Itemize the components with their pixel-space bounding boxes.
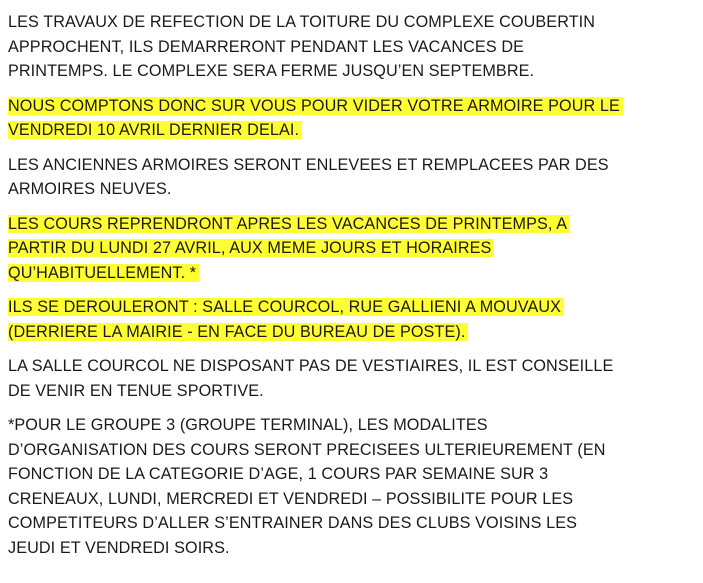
text-line: FONCTION DE LA CATEGORIE D’AGE, 1 COURS PAR SEMAINE SUR 3: [8, 465, 549, 483]
paragraph-venue-location: [8, 295, 698, 344]
text-line: APPROCHENT, ILS DEMARRERONT PENDANT LES VACANCES DE: [8, 37, 525, 56]
paragraph-empty-locker-deadline: [8, 94, 698, 143]
highlighted-text-line: NOUS COMPTONS DONC SUR VOUS POUR VIDER VOTRE ARMOIRE POUR LE: [8, 97, 623, 115]
text-line: CRENEAUX, LUNDI, MERCREDI ET VENDREDI – POSSIBILITE POUR LES: [8, 489, 574, 508]
text-line: LES TRAVAUX DE REFECTION DE LA TOITURE DU COMPLEXE COUBERTIN: [8, 13, 596, 31]
text-line: LES ANCIENNES ARMOIRES SERONT ENLEVEES ET REMPLACEES PAR DES: [8, 155, 609, 174]
text-line: LA SALLE COURCOL NE DISPOSANT PAS DE VESTIAIRES, IL EST CONSEILLE: [8, 357, 614, 375]
paragraph-group-3-footnote: [8, 413, 698, 560]
text-line: D’ORGANISATION DES COURS SERONT PRECISEES ULTERIEUREMENT (EN: [8, 440, 606, 459]
notice-document: [8, 10, 698, 570]
highlighted-text-line: ILS SE DEROULERONT : SALLE COURCOL, RUE GALLIENI A MOUVAUX: [8, 298, 564, 316]
text-line: *POUR LE GROUPE 3 (GROUPE TERMINAL), LES MODALITES: [8, 416, 488, 434]
highlighted-text-line: QU’HABITUELLEMENT. *: [8, 264, 199, 282]
paragraph-classes-resume: [8, 212, 698, 286]
highlighted-text-line: LES COURS REPRENDRONT APRES LES VACANCES DE PRINTEMPS, A: [8, 215, 570, 233]
highlighted-text-line: PARTIR DU LUNDI 27 AVRIL, AUX MEME JOURS ET HORAIRES: [8, 239, 494, 257]
text-line: DE VENIR EN TENUE SPORTIVE.: [8, 381, 264, 400]
text-line: ARMOIRES NEUVES.: [8, 180, 172, 198]
text-line: JEUDI ET VENDREDI SOIRS.: [8, 538, 230, 557]
highlighted-text-line: (DERRIERE LA MAIRIE - EN FACE DU BUREAU DE POSTE).: [8, 323, 468, 341]
text-line: COMPETITEURS D’ALLER S’ENTRAINER DANS DES CLUBS VOISINS LES: [8, 514, 577, 532]
paragraph-renovation-works: [8, 10, 698, 84]
paragraph-no-changing-rooms: [8, 354, 698, 403]
highlighted-text-line: VENDREDI 10 AVRIL DERNIER DELAI.: [8, 121, 302, 139]
text-line: PRINTEMPS. LE COMPLEXE SERA FERME JUSQU’EN SEPTEMBRE.: [8, 62, 535, 80]
paragraph-lockers-replaced: [8, 153, 698, 202]
